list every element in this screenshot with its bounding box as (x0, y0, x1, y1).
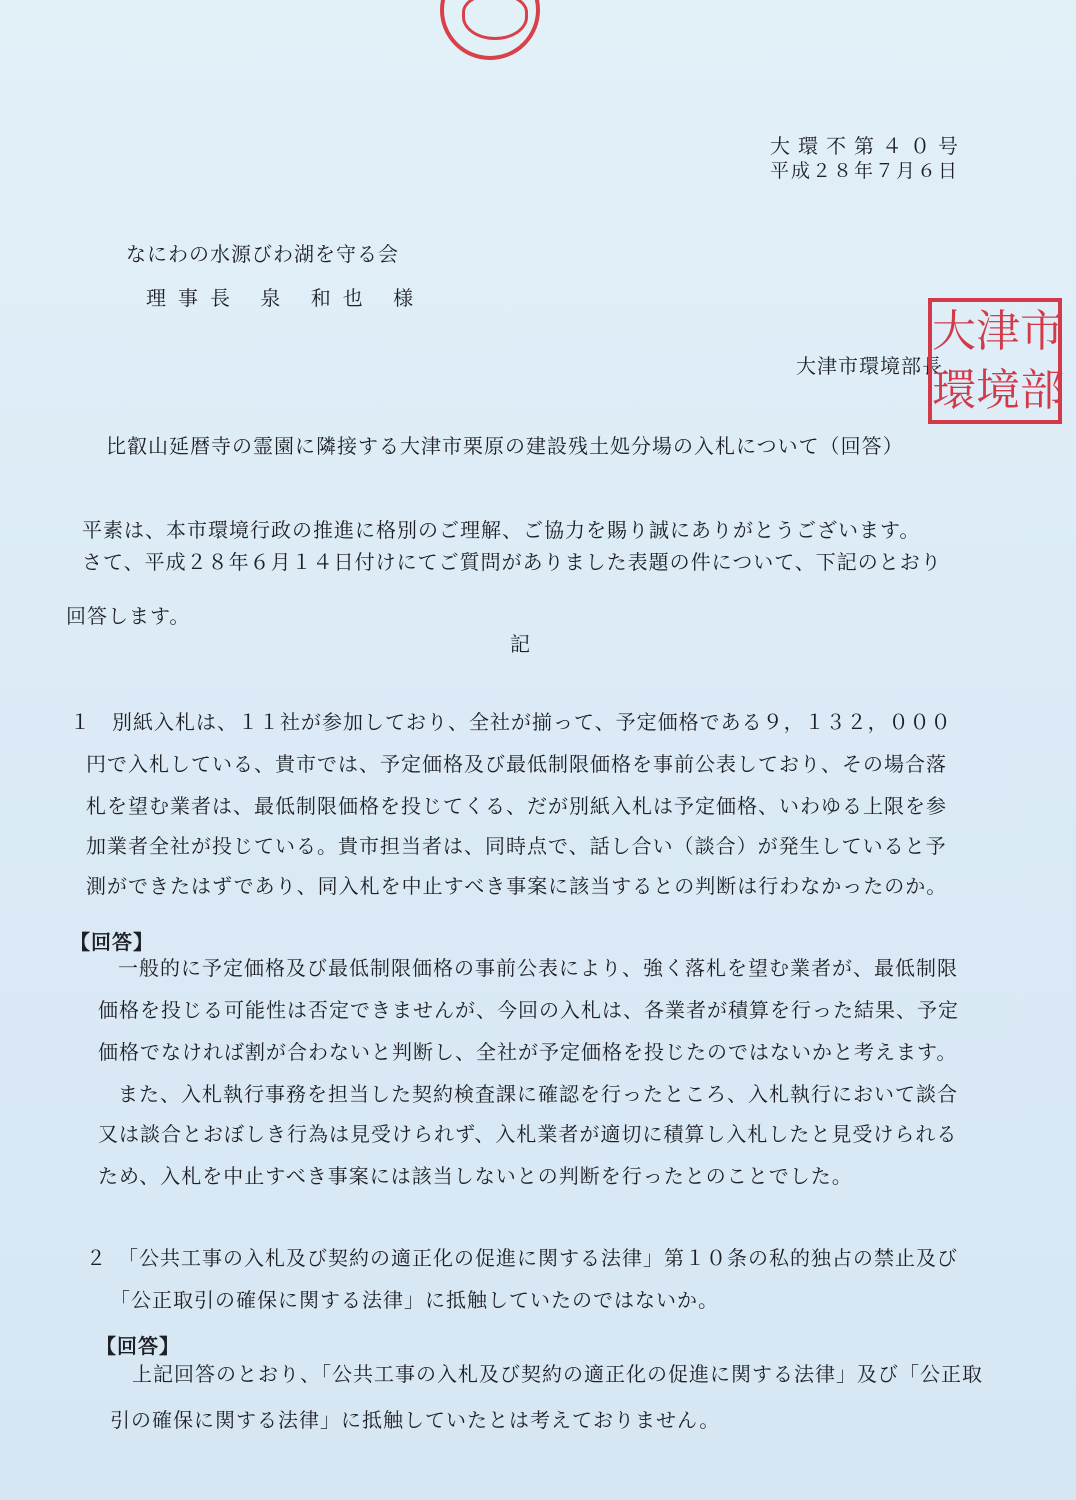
seal-char: 津 (976, 305, 1020, 357)
recipient-name: 理事長 泉 和也 様 (146, 286, 426, 310)
seal-char: 大 (932, 305, 976, 357)
letter-date: 平成２８年７月６日 (770, 160, 960, 182)
q1-line: １ 別紙入札は、１１社が参加しており、全社が揃って、予定価格である９，１３２，０００ (70, 710, 952, 734)
q1-line: 円で入札している、貴市では、予定価格及び最低制限価格を事前公表しており、その場合落 (86, 752, 947, 776)
seal-char: 部 (1020, 364, 1064, 416)
q2-answer-line: 上記回答のとおり、「公共工事の入札及び契約の適正化の促進に関する法律」及び「公正取 (132, 1362, 983, 1386)
q2-line: ２ 「公共工事の入札及び契約の適正化の促進に関する法律」第１０条の私的独占の禁止及び (86, 1246, 958, 1270)
q2-answer-line: 引の確保に関する法律」に抵触していたとは考えておりません。 (110, 1408, 721, 1432)
official-seal-stamp (928, 298, 1062, 424)
q1-answer-line: 又は談合とおぼしき行為は見受けられず、入札業者が適切に積算し入札したと見受けられる (98, 1122, 958, 1146)
seal-char: 境 (976, 364, 1020, 416)
q2-line: 「公正取引の確保に関する法律」に抵触していたのではないか。 (110, 1288, 719, 1312)
q1-answer-line: ため、入札を中止すべき事案には該当しないとの判断を行ったとのことでした。 (98, 1164, 853, 1188)
q2-answer-heading: 【回答】 (96, 1334, 180, 1358)
q1-answer-line: 一般的に予定価格及び最低制限価格の事前公表により、強く落札を望む業者が、最低制限 (118, 956, 958, 980)
ki-heading: 記 (510, 632, 531, 656)
intro-line: さて、平成２８年６月１４日付けにてご質問がありました表題の件について、下記のとおり (82, 550, 942, 574)
q1-answer-heading: 【回答】 (70, 930, 154, 954)
letter-subject: 比叡山延暦寺の霊園に隣接する大津市栗原の建設残土処分場の入札について（回答） (106, 434, 904, 458)
q1-line: 加業者全社が投じている。貴市担当者は、同時点で、話し合い（談合）が発生していると予 (86, 834, 947, 858)
q1-answer-line: 価格でなければ割が合わないと判断し、全社が予定価格を投じたのではないかと考えます。 (98, 1040, 958, 1064)
reference-number: 大環不第４０号 (770, 134, 966, 158)
q1-line: 測ができたはずであり、同入札を中止すべき事案に該当するとの判断は行わなかったのか。 (86, 874, 948, 898)
q1-answer-line: また、入札執行事務を担当した契約検査課に確認を行ったところ、入札執行において談合 (118, 1082, 958, 1106)
seal-char: 環 (932, 364, 976, 416)
q1-answer-line: 価格を投じる可能性は否定できませんが、今回の入札は、各業者が積算を行った結果、予定 (98, 998, 959, 1022)
recipient-organization: なにわの水源びわ湖を守る会 (126, 242, 399, 266)
seal-char: 市 (1020, 305, 1064, 357)
top-seal-stamp (440, 0, 540, 60)
intro-line: 平素は、本市環境行政の推進に格別のご理解、ご協力を賜り誠にありがとうございます。 (82, 518, 921, 542)
sender-title: 大津市環境部長 (796, 354, 943, 378)
intro-line: 回答します。 (66, 604, 191, 628)
q1-line: 札を望む業者は、最低制限価格を投じてくる、だが別紙入札は予定価格、いわゆる上限を参 (86, 794, 947, 818)
